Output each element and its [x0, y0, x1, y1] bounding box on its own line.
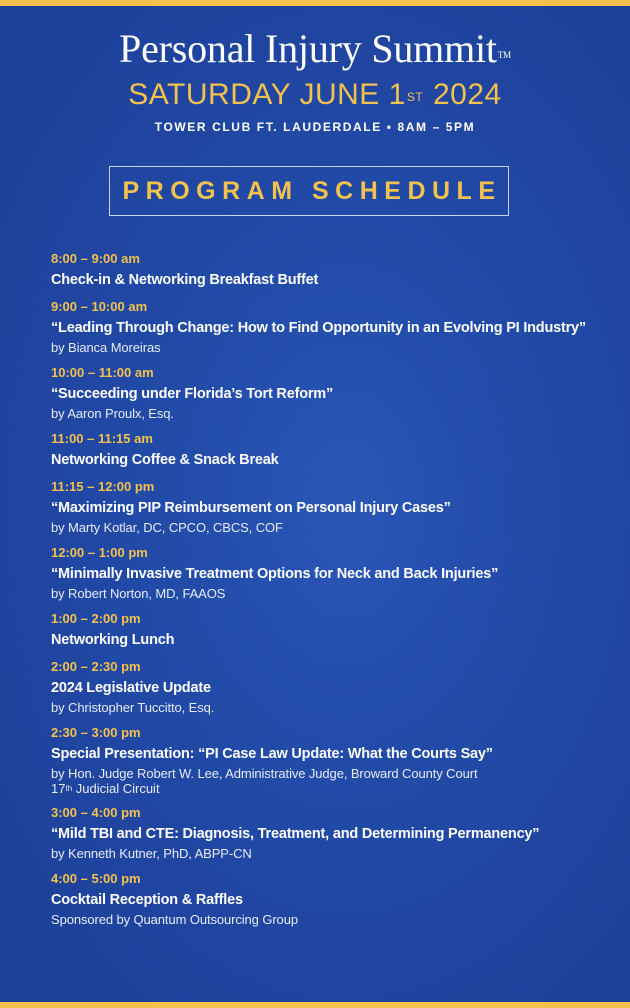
schedule-time: 9:00 – 10:00 am: [51, 299, 148, 314]
schedule-time: 11:15 – 12:00 pm: [51, 479, 155, 494]
event-date-year: 2024: [433, 78, 502, 111]
event-date-ordinal: ST: [406, 90, 424, 104]
schedule-speaker: by Christopher Tuccitto, Esq.: [51, 700, 215, 715]
schedule-time: 10:00 – 11:00 am: [51, 365, 154, 380]
top-accent-bar: [0, 0, 630, 6]
schedule-speaker-line2: [51, 782, 611, 796]
schedule-time: 11:00 – 11:15 am: [51, 431, 153, 446]
schedule-speaker: by Kenneth Kutner, PhD, ABPP-CN: [51, 846, 252, 861]
schedule-session: “Succeeding under Florida’s Tort Reform”: [51, 386, 334, 402]
schedule-session: 2024 Legislative Update: [51, 680, 211, 696]
trademark-mark: TM: [497, 50, 511, 60]
schedule-item: [51, 545, 611, 602]
schedule-item: [51, 659, 611, 716]
schedule-time: 2:00 – 2:30 pm: [51, 659, 141, 674]
event-date-text: SATURDAY JUNE 1: [128, 78, 406, 111]
schedule-time: 1:00 – 2:00 pm: [51, 611, 141, 626]
schedule-item: [51, 479, 611, 536]
schedule-session: Special Presentation: “PI Case Law Update: What the Courts Say”: [51, 746, 493, 762]
schedule-session: Networking Coffee & Snack Break: [51, 452, 279, 468]
schedule-session: “Minimally Invasive Treatment Options for Neck and Back Injuries”: [51, 566, 499, 582]
schedule-time: 12:00 – 1:00 pm: [51, 545, 148, 560]
schedule-session: Cocktail Reception & Raffles: [51, 892, 243, 908]
program-schedule-title: PROGRAM SCHEDULE: [122, 176, 502, 205]
circuit-ordinal: th: [65, 784, 73, 793]
schedule-item: [51, 251, 611, 290]
circuit-number: 17: [51, 781, 66, 796]
schedule-session: “Maximizing PIP Reimbursement on Personal Injury Cases”: [51, 500, 451, 516]
schedule-session: “Mild TBI and CTE: Diagnosis, Treatment, and Determining Permanency”: [51, 826, 540, 842]
schedule-speaker: by Hon. Judge Robert W. Lee, Administrative Judge, Broward County Court: [51, 766, 478, 781]
event-title-text: Personal Injury Summit: [119, 26, 497, 71]
schedule-list: [51, 251, 611, 937]
schedule-item: [51, 299, 611, 356]
schedule-item: [51, 611, 611, 650]
event-venue: TOWER CLUB FT. LAUDERDALE • 8AM – 5PM: [154, 120, 476, 134]
event-title: [0, 26, 630, 72]
program-schedule-box: [109, 166, 509, 216]
schedule-session: Networking Lunch: [51, 632, 175, 648]
schedule-time: 3:00 – 4:00 pm: [51, 805, 141, 820]
schedule-speaker: by Aaron Proulx, Esq.: [51, 406, 174, 421]
schedule-speaker: by Marty Kotlar, DC, CPCO, CBCS, COF: [51, 520, 283, 535]
event-date: [0, 78, 630, 112]
schedule-item: [51, 431, 611, 470]
schedule-item: [51, 365, 611, 422]
circuit-text: Judicial Circuit: [72, 781, 160, 796]
schedule-time: 2:30 – 3:00 pm: [51, 725, 141, 740]
schedule-time: 8:00 – 9:00 am: [51, 251, 140, 266]
schedule-item: [51, 871, 611, 928]
bottom-accent-bar: [0, 1002, 630, 1008]
schedule-speaker: by Robert Norton, MD, FAAOS: [51, 586, 226, 601]
schedule-speaker: by Bianca Moreiras: [51, 340, 161, 355]
schedule-session: “Leading Through Change: How to Find Opportunity in an Evolving PI Industry”: [51, 320, 586, 336]
schedule-session: Check-in & Networking Breakfast Buffet: [51, 272, 319, 288]
schedule-item: [51, 725, 611, 796]
schedule-time: 4:00 – 5:00 pm: [51, 871, 141, 886]
schedule-item: [51, 805, 611, 862]
schedule-sponsor: Sponsored by Quantum Outsourcing Group: [51, 912, 298, 927]
event-header: [0, 26, 630, 134]
